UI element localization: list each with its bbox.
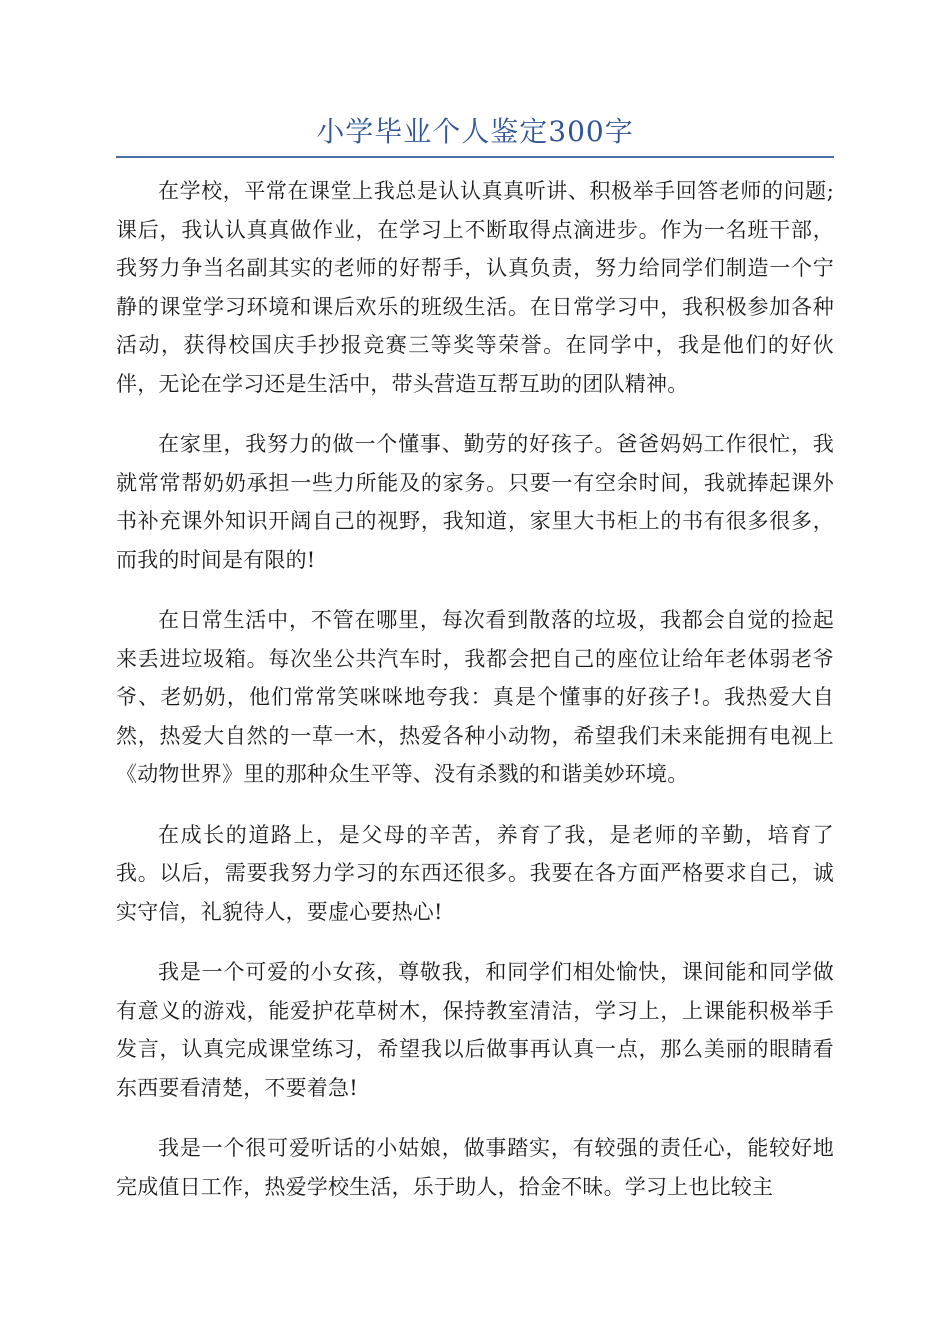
paragraph-1: 在学校，平常在课堂上我总是认认真真听讲、积极举手回答老师的问题;课后，我认认真真做作业，在学习上不断取得点滴进步。作为一名班干部，我努力争当名副其实的老师的好帮手，认真负责，努力给同学们制造一个宁静的课堂学习环境和课后欢乐的班级生活。在日常学习中，我积极参加各种活动，获得校国庆手抄报竞赛三等奖等荣誉。在同学中，我是他们的好伙伴，无论在学习还是生活中，带头营造互帮互助的团队精神。 [116,179,834,396]
document-body [116,172,834,1228]
paragraph-4: 在成长的道路上，是父母的辛苦，养育了我，是老师的辛勤，培育了我。以后，需要我努力学习的东西还很多。我要在各方面严格要求自己，诚实守信，礼貌待人，要虚心要热心! [116,822,834,924]
title-block [116,112,834,158]
paragraph-6: 我是一个很可爱听话的小姑娘，做事踏实，有较强的责任心，能较好地完成值日工作，热爱学校生活，乐于助人，拾金不昧。学习上也比较主 [116,1136,834,1199]
paragraph-5: 我是一个可爱的小女孩，尊敬我，和同学们相处愉快，课间能和同学做有意义的游戏，能爱护花草树木，保持教室清洁，学习上，上课能积极举手发言，认真完成课堂练习，希望我以后做事再认真一点，那么美丽的眼睛看东西要看清楚，不要着急! [116,960,834,1100]
paragraph-3: 在日常生活中，不管在哪里，每次看到散落的垃圾，我都会自觉的捡起来丢进垃圾箱。每次坐公共汽车时，我都会把自己的座位让给年老体弱老爷爷、老奶奶，他们常常笑咪咪地夸我：真是个懂事的好孩子!。我热爱大自然，热爱大自然的一草一木，热爱各种小动物，希望我们未来能拥有电视上《动物世界》里的那种众生平等、没有杀戮的和谐美妙环境。 [116,608,834,786]
paragraph-2: 在家里，我努力的做一个懂事、勤劳的好孩子。爸爸妈妈工作很忙，我就常常帮奶奶承担一些力所能及的家务。只要一有空余时间，我就捧起课外书补充课外知识开阔自己的视野，我知道，家里大书柜上的书有很多很多，而我的时间是有限的! [116,432,834,572]
document-title: 小学毕业个人鉴定300字 [316,115,634,148]
